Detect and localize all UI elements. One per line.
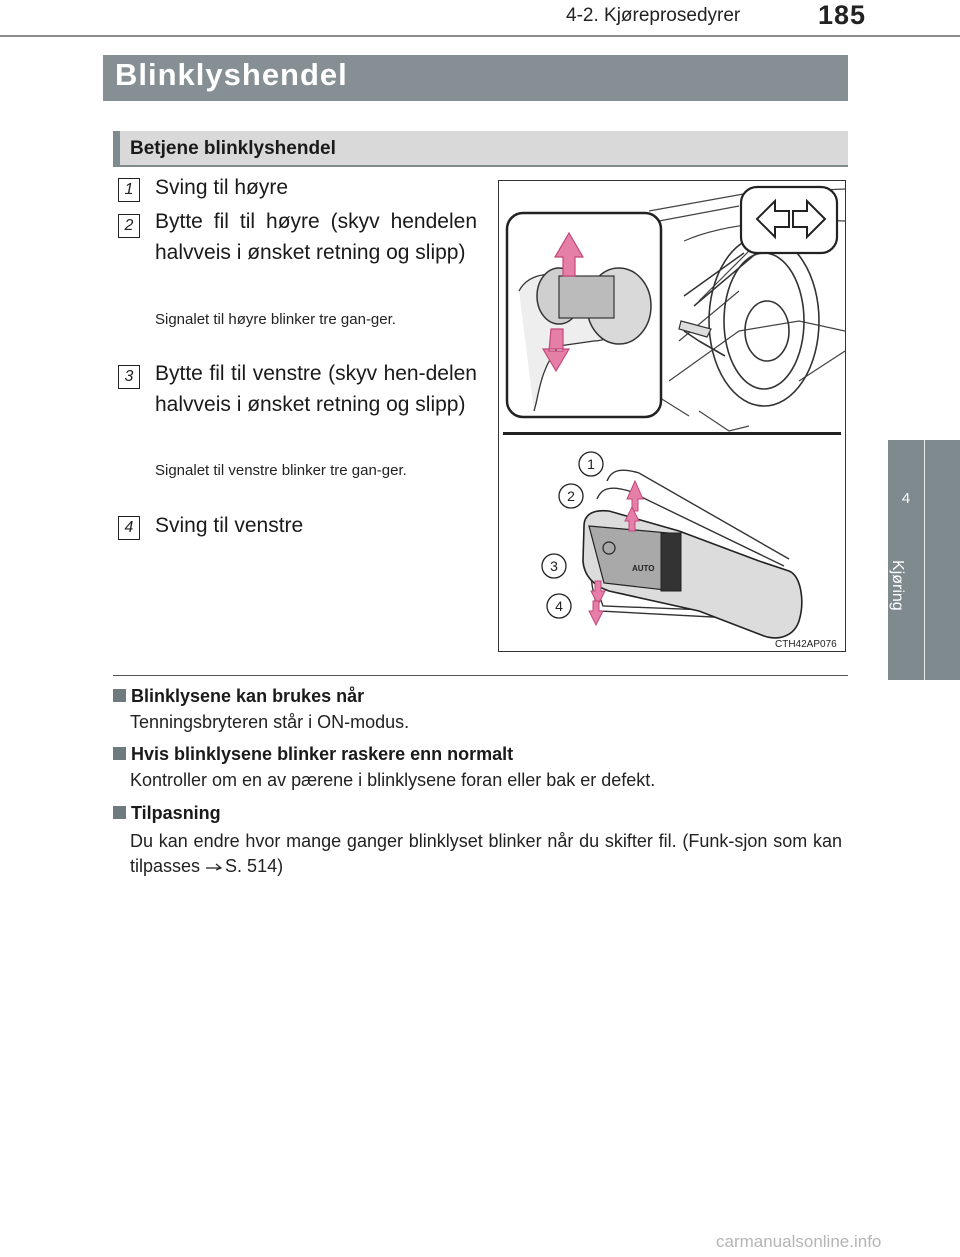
page-number: 185	[818, 0, 867, 30]
bullet-square-icon	[113, 689, 126, 702]
item-number-2: 2	[118, 214, 140, 238]
item-text-4: Sving til venstre	[155, 514, 304, 537]
figure-illustration	[499, 181, 845, 651]
callout-2: 2	[567, 488, 575, 504]
item-text-1: Sving til høyre	[155, 176, 289, 199]
item-text-2: Bytte fil til høyre (skyv hendelen halvveis i ønsket retning og slipp)	[155, 210, 477, 264]
note-body-3: Du kan endre hvor mange ganger blinklyset blinker når du skifter fil. (Funk-sjon som kan tilpasses S. 514)	[130, 829, 842, 879]
lever-closeup-inset	[507, 213, 661, 417]
reference-arrow-icon	[205, 854, 225, 879]
running-header-section: 4-2. Kjøreprosedyrer	[566, 5, 741, 26]
item-note-2: Signalet til høyre blinker tre gan-ger.	[155, 311, 396, 328]
figure-code: CTH42AP076	[775, 639, 837, 650]
callout-3: 3	[550, 558, 558, 574]
item-note-3: Signalet til venstre blinker tre gan-ger.	[155, 462, 407, 479]
indicator-callout	[684, 187, 837, 306]
scene-lever	[679, 321, 711, 337]
pink-arrow-up-1	[627, 481, 643, 511]
note-body-1: Tenningsbryteren står i ON-modus.	[130, 712, 410, 732]
item-number-1: 1	[118, 178, 140, 202]
subheading: Betjene blinklyshendel	[130, 138, 336, 159]
item-number-4: 4	[118, 516, 140, 540]
page-title: Blinklyshendel	[115, 57, 348, 92]
side-tab-chapter-label: Kjøring	[889, 560, 906, 611]
item-number-3: 3	[118, 365, 140, 389]
pink-arrow-down-4	[589, 601, 603, 625]
side-tab-chapter-number: 4	[901, 490, 911, 507]
item-text-3: Bytte fil til venstre (skyv hen-delen halvveis i ønsket retning og slipp)	[155, 362, 477, 416]
callout-4: 4	[555, 598, 563, 614]
header-rule	[0, 35, 960, 37]
note-body-2: Kontroller om en av pærene i blinklysene foran eller bak er defekt.	[130, 770, 656, 790]
note-heading-3: Tilpasning	[113, 803, 221, 824]
figure-divider	[503, 432, 841, 435]
watermark: carmanualsonline.info	[716, 1232, 882, 1251]
note-heading-1: Blinklysene kan brukes når	[113, 686, 364, 707]
callout-1: 1	[587, 456, 595, 472]
turn-signal-lever-figure	[498, 180, 846, 652]
notes-divider	[113, 675, 848, 676]
page-reference[interactable]: S. 514)	[225, 856, 284, 876]
subheading-accent	[113, 131, 120, 167]
side-tab-divider	[924, 440, 925, 680]
bullet-square-icon	[113, 806, 126, 819]
note-heading-2: Hvis blinklysene blinker raskere enn normalt	[113, 744, 513, 765]
auto-label: AUTO	[632, 564, 655, 573]
bullet-square-icon	[113, 747, 126, 760]
